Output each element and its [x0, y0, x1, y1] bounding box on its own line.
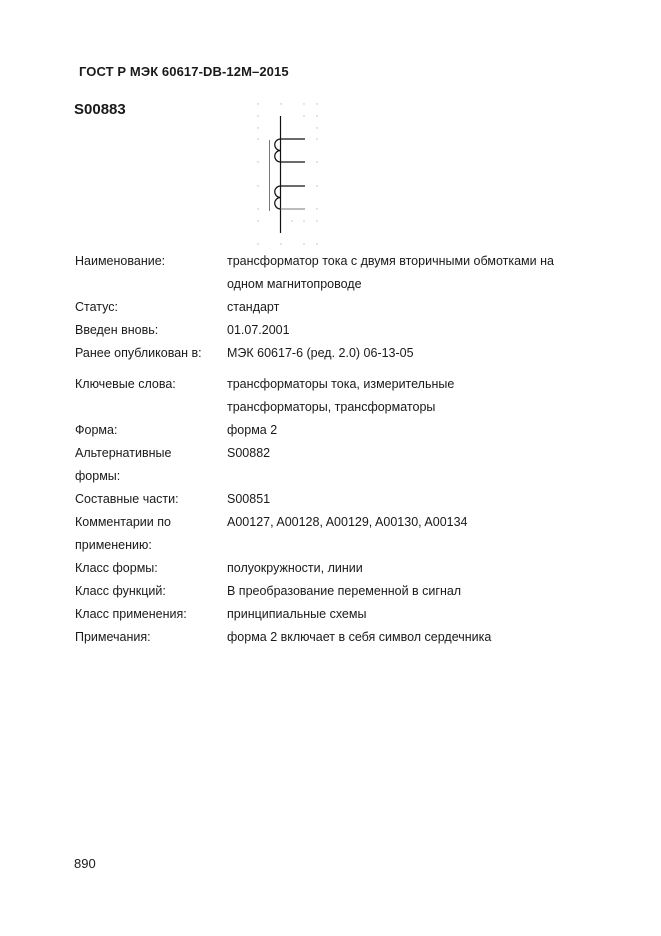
grid-dots	[257, 103, 317, 244]
field-label: Введен вновь:	[75, 323, 159, 337]
field-introduced	[75, 319, 615, 342]
field-value: стандарт	[227, 300, 280, 314]
field-function-class	[75, 580, 615, 603]
field-value: принципиальные схемы	[227, 607, 367, 621]
field-status	[75, 296, 615, 319]
field-value: форма 2 включает в себя символ сердечника	[227, 630, 492, 644]
field-value: 01.07.2001	[227, 323, 290, 337]
field-components	[75, 488, 615, 511]
field-label: Альтернативные формы:	[75, 446, 172, 483]
field-label: Класс применения:	[75, 607, 187, 621]
current-transformer-symbol-icon	[250, 98, 330, 250]
symbol-properties	[75, 250, 615, 649]
field-value: форма 2	[227, 423, 278, 437]
field-application-notes	[75, 511, 615, 557]
field-value: В преобразование переменной в сигнал	[227, 584, 462, 598]
field-label: Комментарии по применению:	[75, 515, 171, 552]
page-number: 890	[74, 856, 96, 871]
field-alternative-forms	[75, 442, 615, 488]
field-value: полуокружности, линии	[227, 561, 363, 575]
field-value: S00882	[227, 446, 271, 460]
field-label: Наименование:	[75, 254, 166, 268]
field-application-class	[75, 603, 615, 626]
document-header: ГОСТ Р МЭК 60617-DB-12M–2015	[79, 64, 289, 79]
field-name	[75, 250, 615, 296]
field-shape-class	[75, 557, 615, 580]
field-value: трансформатор тока с двумя вторичными обмотками на одном магнитопроводе	[227, 254, 554, 291]
field-value: A00127, A00128, A00129, A00130, A00134	[227, 515, 468, 529]
field-label: Примечания:	[75, 630, 151, 644]
field-label: Форма:	[75, 423, 118, 437]
field-form	[75, 419, 615, 442]
field-label: Класс функций:	[75, 584, 166, 598]
field-label: Ранее опубликован в:	[75, 346, 202, 360]
field-value: трансформаторы тока, измерительные трансформаторы, трансформаторы	[227, 377, 455, 414]
field-value: МЭК 60617-6 (ред. 2.0) 06-13-05	[227, 346, 414, 360]
field-label: Составные части:	[75, 492, 179, 506]
field-keywords	[75, 373, 615, 419]
symbol-id: S00883	[74, 101, 126, 118]
field-label: Статус:	[75, 300, 118, 314]
field-label: Ключевые слова:	[75, 377, 176, 391]
field-label: Класс формы:	[75, 561, 158, 575]
field-previously-published	[75, 342, 615, 365]
field-value: S00851	[227, 492, 271, 506]
field-notes	[75, 626, 615, 649]
